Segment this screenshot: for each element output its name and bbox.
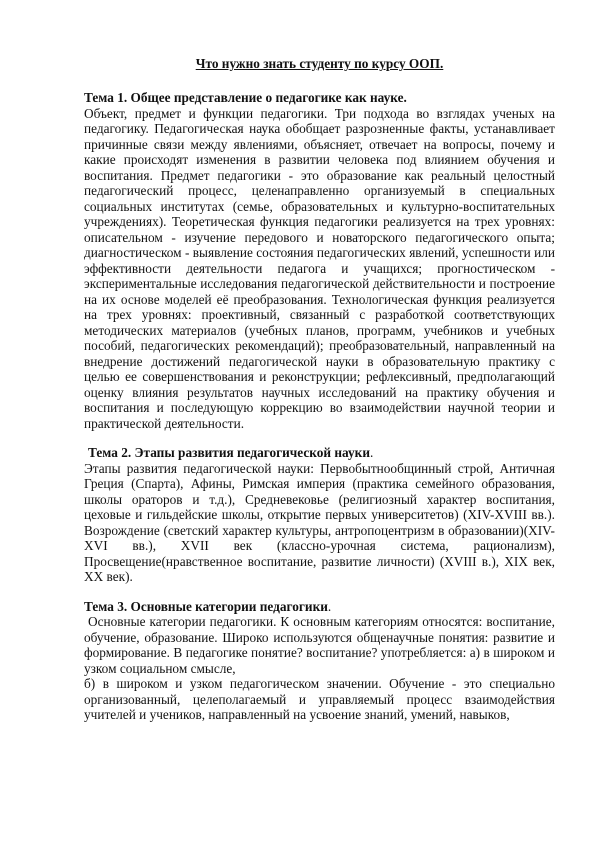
section-heading-text: Тема 2. Этапы развития педагогической науки [88, 445, 370, 460]
section-topic-3 [84, 599, 555, 723]
section-paragraph: Этапы развития педагогической науки: Первобытнообщинный строй, Античная Греция (Спарта), Афины, Римская империя (практика семейного образования, школы ораторов и т.д.), Средневековье (религиозный характер воспитания, цеховые и гильдейские школы, открытие первых университетов) (XIV-XVIII вв.). Возрождение (светский характер культуры, антропоцентризм в образовании)(XIV-XVI вв.), XVII век (классно-урочная система, рационализм), Просвещение(нравственное воспитание, развитие личности) (XVIII в.), XIX век, XX век). [84, 460, 555, 584]
section-topic-1 [84, 90, 555, 431]
section-heading [84, 599, 555, 615]
document-page [84, 56, 555, 737]
section-heading-suffix: . [327, 598, 332, 614]
section-paragraph: Основные категории педагогики. К основным категориям относятся: воспитание, обучение, образование. Широко используются общенаучные понятия: развитие и формирование. В педагогике понятие? воспитание? употребляется: а) в широком и узком социальном смысле, [84, 614, 555, 676]
document-title: Что нужно знать студенту по курсу ООП. [195, 56, 444, 71]
section-topic-2 [84, 445, 555, 585]
section-paragraph: б) в широком и узком педагогическом значении. Обучение - это специально организованный, целеполагаемый и управляемый процесс взаимодействия учителей и учеников, направленный на усвоение знаний, умений, навыков, [84, 676, 555, 722]
section-heading-suffix: . [370, 445, 374, 460]
section-heading-text: Тема 3. Основные категории педагогики [84, 598, 328, 614]
section-heading [84, 445, 555, 461]
section-heading: Тема 1. Общее представление о педагогике как науке. [84, 90, 407, 105]
section-paragraph: Объект, предмет и функции педагогики. Три подхода во взглядах ученых на педагогику. Педагогическая наука обобщает разрозненные факты, устанавливает причинные связи между явлениями, объясняет, отвечает на вопросы, почему и какие происходят изменения в развитии человека под влиянием обучения и воспитания. Предмет педагогики - это образование как реальный целостный педагогический процесс, целенаправленно организуемый в специальных социальных институтах (семье, образовательных и культурно-воспитательных учреждениях). Теоретическая функция педагогики реализуется на трех уровнях: описательном - изучение передового и новаторского педагогического опыта; диагностическом - выявление состояния педагогических явлений, успешности или эффективности деятельности педагога и учащихся; прогностическом - экспериментальные исследования педагогической действительности и построение на их основе моделей её преобразования. Технологическая функция реализуется на трех уровнях: проективный, связанный с разработкой соответствующих методических материалов (учебных планов, программ, учебников и учебных пособий, педагогических рекомендаций); преобразовательный, направленный на внедрение достижений педагогической науки в образовательную практику с целью ее совершенствования и реконструкции; рефлексивный, предполагающий оценку влияния результатов научных исследований на практику обучения и воспитания и последующую коррекцию во взаимодействии научной теории и практической деятельности. [84, 105, 555, 431]
